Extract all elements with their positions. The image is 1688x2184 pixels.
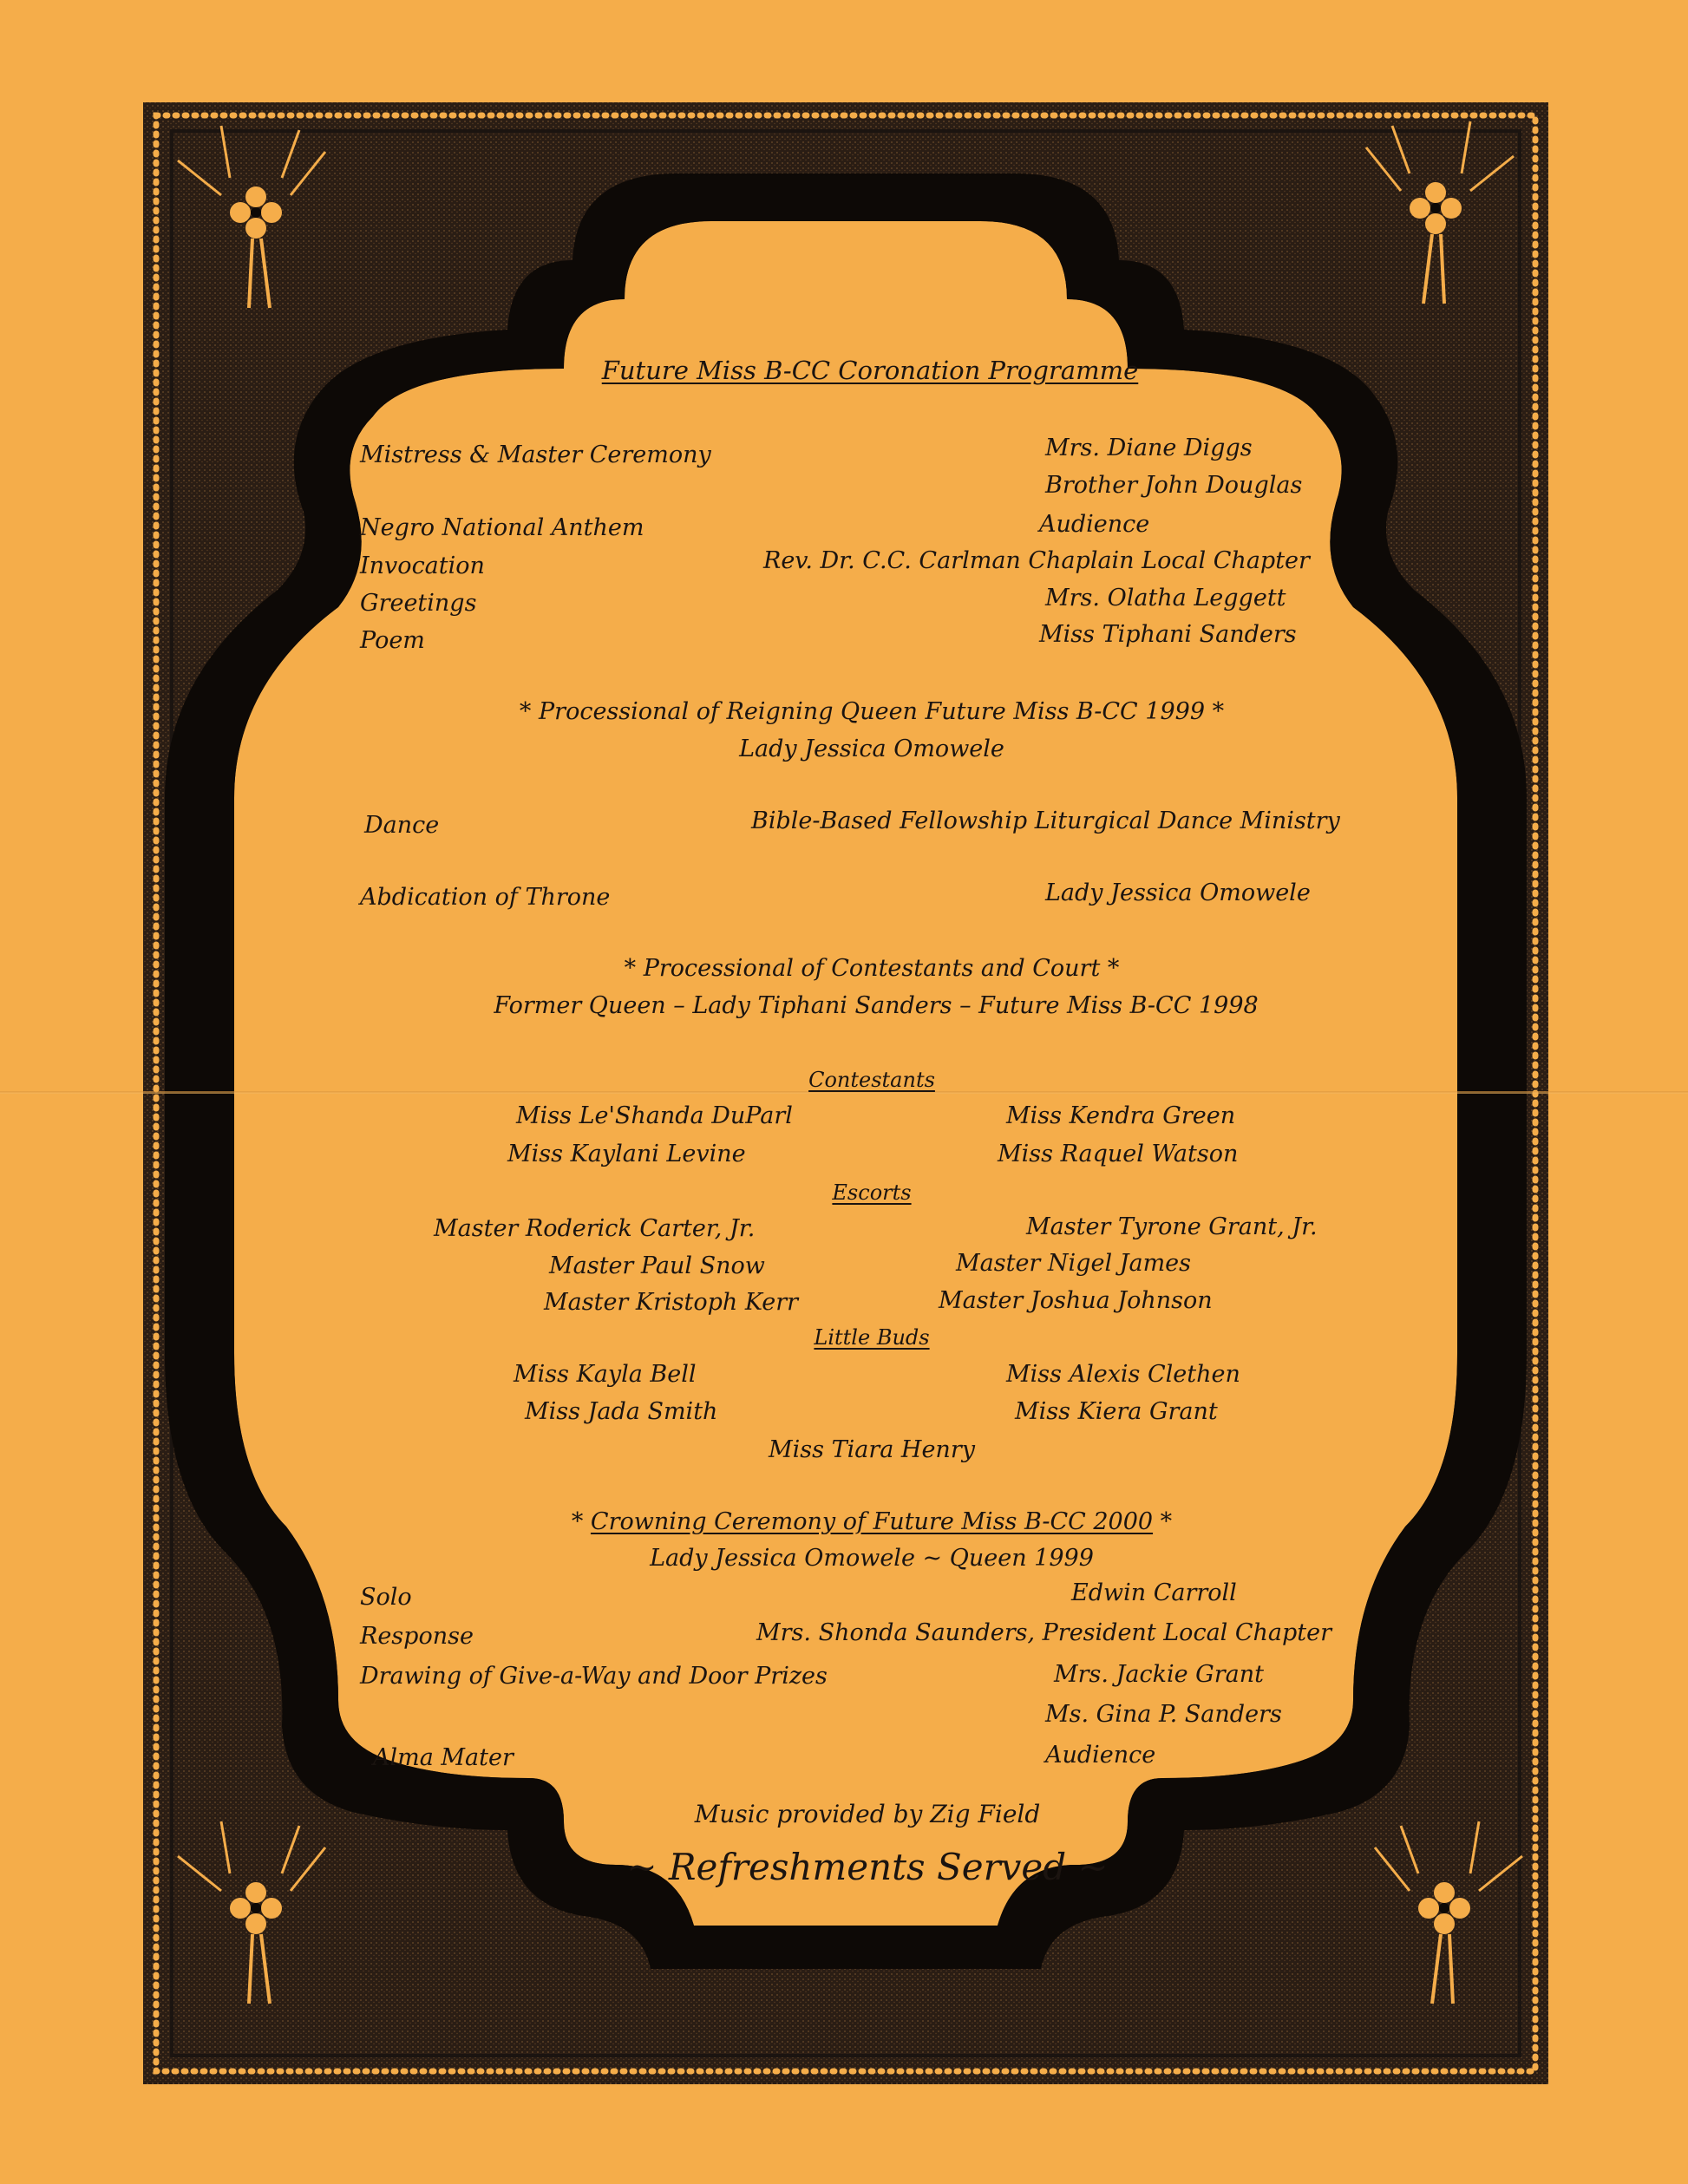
escort-name: Master Tyrone Grant, Jr.	[1026, 1213, 1318, 1240]
contestant-name: Miss Raquel Watson	[998, 1141, 1239, 1167]
processional-queen-heading: * Processional of Reigning Queen Future Miss B-CC 1999 *	[519, 698, 1225, 725]
programme-person: Lady Jessica Omowele	[1045, 879, 1311, 906]
crowning-heading: Crowning Ceremony of Future Miss B-CC 2000	[590, 1508, 1154, 1535]
star-mark: *	[1160, 1508, 1173, 1535]
programme-item: Invocation	[360, 553, 485, 579]
programme-person: Audience	[1045, 1742, 1156, 1769]
music-credit: Music provided by Zig Field	[694, 1800, 1041, 1828]
contestant-name: Miss Kaylani Levine	[507, 1141, 746, 1167]
programme-item: Negro National Anthem	[360, 514, 644, 541]
crowning-heading-row	[572, 1507, 1172, 1537]
programme-person: Mrs. Diane Diggs	[1045, 435, 1253, 461]
escort-name: Master Joshua Johnson	[939, 1287, 1213, 1314]
star-mark: *	[571, 1508, 584, 1535]
programme-item: Abdication of Throne	[360, 884, 611, 911]
little-bud-name: Miss Kayla Bell	[514, 1361, 697, 1388]
programme-person: Mrs. Olatha Leggett	[1045, 585, 1286, 611]
little-bud-name: Miss Alexis Clethen	[1006, 1361, 1240, 1388]
programme-item: Alma Mater	[373, 1744, 514, 1771]
programme-person: Miss Tiphani Sanders	[1039, 621, 1297, 648]
escorts-heading: Escorts	[832, 1180, 912, 1205]
contestant-name: Miss Kendra Green	[1006, 1102, 1236, 1129]
little-bud-name: Miss Jada Smith	[525, 1398, 718, 1425]
programme-person: Mrs. Shonda Saunders, President Local Chapter	[756, 1619, 1332, 1646]
programme-person: Mrs. Jackie Grant	[1054, 1661, 1264, 1688]
processional-queen-name: Lady Jessica Omowele	[739, 736, 1004, 762]
programme-title: Future Miss B-CC Coronation Programme	[601, 356, 1139, 385]
escort-name: Master Kristoph Kerr	[544, 1289, 799, 1316]
contestant-name: Miss Le'Shanda DuParl	[516, 1102, 793, 1129]
little-bud-name: Miss Kiera Grant	[1015, 1398, 1218, 1425]
contestants-heading: Contestants	[808, 1068, 935, 1092]
processional-contestants-line: Former Queen – Lady Tiphani Sanders – Future Miss B-CC 1998	[494, 992, 1259, 1019]
programme-person: Rev. Dr. C.C. Carlman Chaplain Local Chapter	[763, 547, 1310, 574]
programme-person: Ms. Gina P. Sanders	[1045, 1701, 1282, 1728]
little-bud-name: Miss Tiara Henry	[769, 1436, 975, 1463]
programme-item: Solo	[360, 1584, 412, 1611]
programme-person: Audience	[1039, 511, 1150, 538]
programme-item: Mistress & Master Ceremony	[360, 441, 711, 468]
processional-contestants-heading: * Processional of Contestants and Court *	[624, 955, 1120, 982]
programme-person: Bible-Based Fellowship Liturgical Dance Ministry	[751, 808, 1340, 834]
programme-item: Dance	[364, 812, 440, 839]
programme-person: Brother John Douglas	[1045, 472, 1303, 499]
crowning-line: Lady Jessica Omowele ~ Queen 1999	[650, 1545, 1094, 1572]
little-buds-heading: Little Buds	[814, 1325, 930, 1350]
programme-item: Drawing of Give-a-Way and Door Prizes	[360, 1663, 828, 1690]
programme-item: Response	[360, 1623, 474, 1650]
refreshments-note: ~ Refreshments Served ~	[626, 1846, 1109, 1888]
programme-item: Greetings	[360, 590, 477, 617]
programme-person: Edwin Carroll	[1071, 1579, 1237, 1606]
escort-name: Master Nigel James	[956, 1250, 1192, 1277]
programme-item: Poem	[360, 627, 425, 654]
escort-name: Master Roderick Carter, Jr.	[434, 1215, 756, 1242]
escort-name: Master Paul Snow	[549, 1252, 765, 1279]
